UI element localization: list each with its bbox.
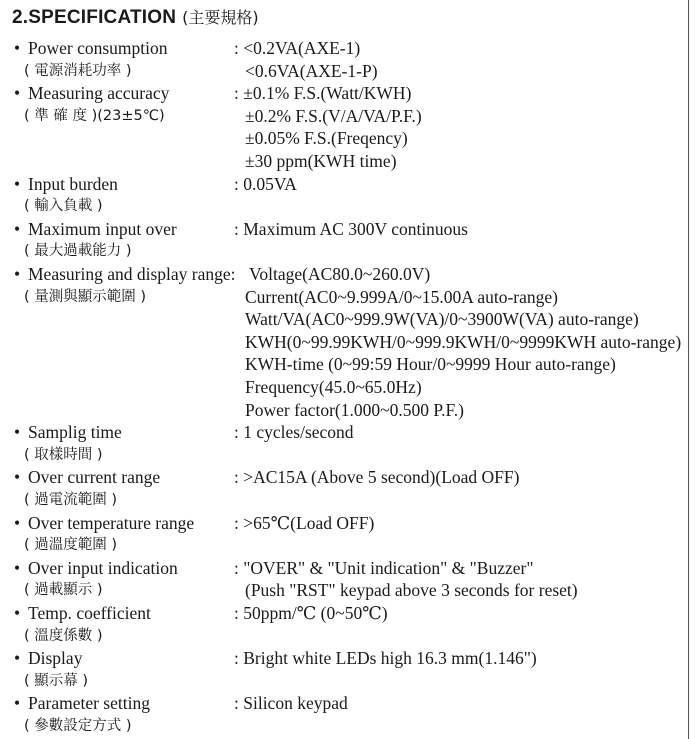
bullet-icon: • [14,422,21,443]
spec-label: Over input indication [28,557,178,578]
spec-sublabel: ( 參數設定方式 ) [24,718,132,734]
bullet-icon: • [14,38,21,58]
spec-label-row [14,692,150,714]
spec-value: Current(AC0~9.999A/0~15.00A auto-range) [245,286,558,307]
spec-label: Input burden [28,173,118,194]
spec-label-row [14,421,122,443]
spec-sublabel: ( 顯示幕 ) [24,672,89,689]
spec-label: Power consumption [28,38,168,58]
spec-value: <0.6VA(AXE-1-P) [245,60,378,81]
section-subtitle: (主要規格) [182,8,259,27]
spec-label: Measuring and display range: [28,264,236,284]
spec-sublabel: ( 準 確 度 )(23±5℃) [24,107,165,124]
spec-sublabel: ( 溫度係數 ) [24,627,103,644]
spec-sublabel: ( 取樣時間 ) [24,446,103,463]
bullet-icon: • [14,218,21,239]
spec-value: : >65℃(Load OFF) [234,512,375,533]
spec-value: : 0.05VA [234,173,297,194]
page-border-line [688,0,689,739]
spec-value: : Silicon keypad [234,693,348,714]
bullet-icon: • [14,467,21,488]
spec-label-row [14,82,169,104]
spec-label-row [14,218,177,240]
spec-label: Measuring accuracy [28,83,170,104]
spec-value: ±0.2% F.S.(V/A/VA/P.F.) [245,105,422,126]
spec-value: KWH(0~99.99KWH/0~999.9KWH/0~9999KWH auto-range) [245,331,682,352]
spec-sublabel: ( 過電流範圍 ) [24,492,118,508]
spec-sublabel: ( 最大過載能力 ) [24,243,132,260]
spec-sublabel: ( 過載顯示 ) [24,582,103,599]
spec-value: : 50ppm/℃ (0~50℃) [234,603,388,623]
spec-value: : ±0.1% F.S.(Watt/KWH) [234,83,412,104]
spec-label-row [14,173,118,195]
spec-value: (Push "RST" keypad above 3 seconds for reset) [245,580,578,601]
section-title: 2.SPECIFICATION [12,7,177,28]
spec-label-row [14,602,151,624]
spec-label-row [14,557,178,579]
spec-value: Watt/VA(AC0~999.9W(VA)/0~3900W(VA) auto-range) [245,309,639,330]
spec-label-row [14,512,194,534]
spec-label-row [14,37,168,59]
section-heading [12,7,259,29]
bullet-icon: • [14,693,21,714]
spec-value: : >AC15A (Above 5 second)(Load OFF) [234,467,520,488]
spec-label: Display [28,648,83,669]
spec-sublabel: ( 輸入負載 ) [24,198,103,215]
spec-value: : Bright white LEDs high 16.3 mm(1.146") [234,648,537,669]
spec-value: Voltage(AC80.0~260.0V) [249,264,431,284]
spec-label-row [14,466,160,488]
spec-value: : Maximum AC 300V continuous [234,218,468,239]
spec-label: Over current range [28,467,161,488]
spec-value: KWH-time (0~99:59 Hour/0~9999 Hour auto-range) [245,354,616,375]
bullet-icon: • [14,512,21,533]
spec-value: : "OVER" & "Unit indication" & "Buzzer" [234,557,534,578]
bullet-icon: • [14,557,21,578]
bullet-icon: • [14,83,21,104]
bullet-icon: • [14,648,21,669]
bullet-icon: • [14,264,21,284]
spec-value: : 1 cycles/second [234,422,354,443]
spec-label-row [14,263,236,285]
spec-label: Temp. coefficient [28,603,151,623]
spec-value: : <0.2VA(AXE-1) [234,38,361,58]
spec-label: Maximum input over [28,218,177,239]
spec-value: ±0.05% F.S.(Freqency) [245,128,408,149]
spec-label: Parameter setting [28,693,150,714]
spec-sublabel: ( 電源消耗功率 ) [24,62,132,79]
spec-label-row [14,647,82,669]
spec-sublabel: ( 量測與顯示範圍 ) [24,288,147,305]
spec-value: Power factor(1.000~0.500 P.F.) [245,399,465,420]
spec-label: Over temperature range [28,512,195,533]
spec-label: Samplig time [28,422,122,443]
bullet-icon: • [14,173,21,194]
bullet-icon: • [14,603,21,623]
spec-value: Frequency(45.0~65.0Hz) [245,377,422,397]
spec-value: ±30 ppm(KWH time) [245,151,397,171]
spec-sublabel: ( 過溫度範圍 ) [24,537,118,554]
